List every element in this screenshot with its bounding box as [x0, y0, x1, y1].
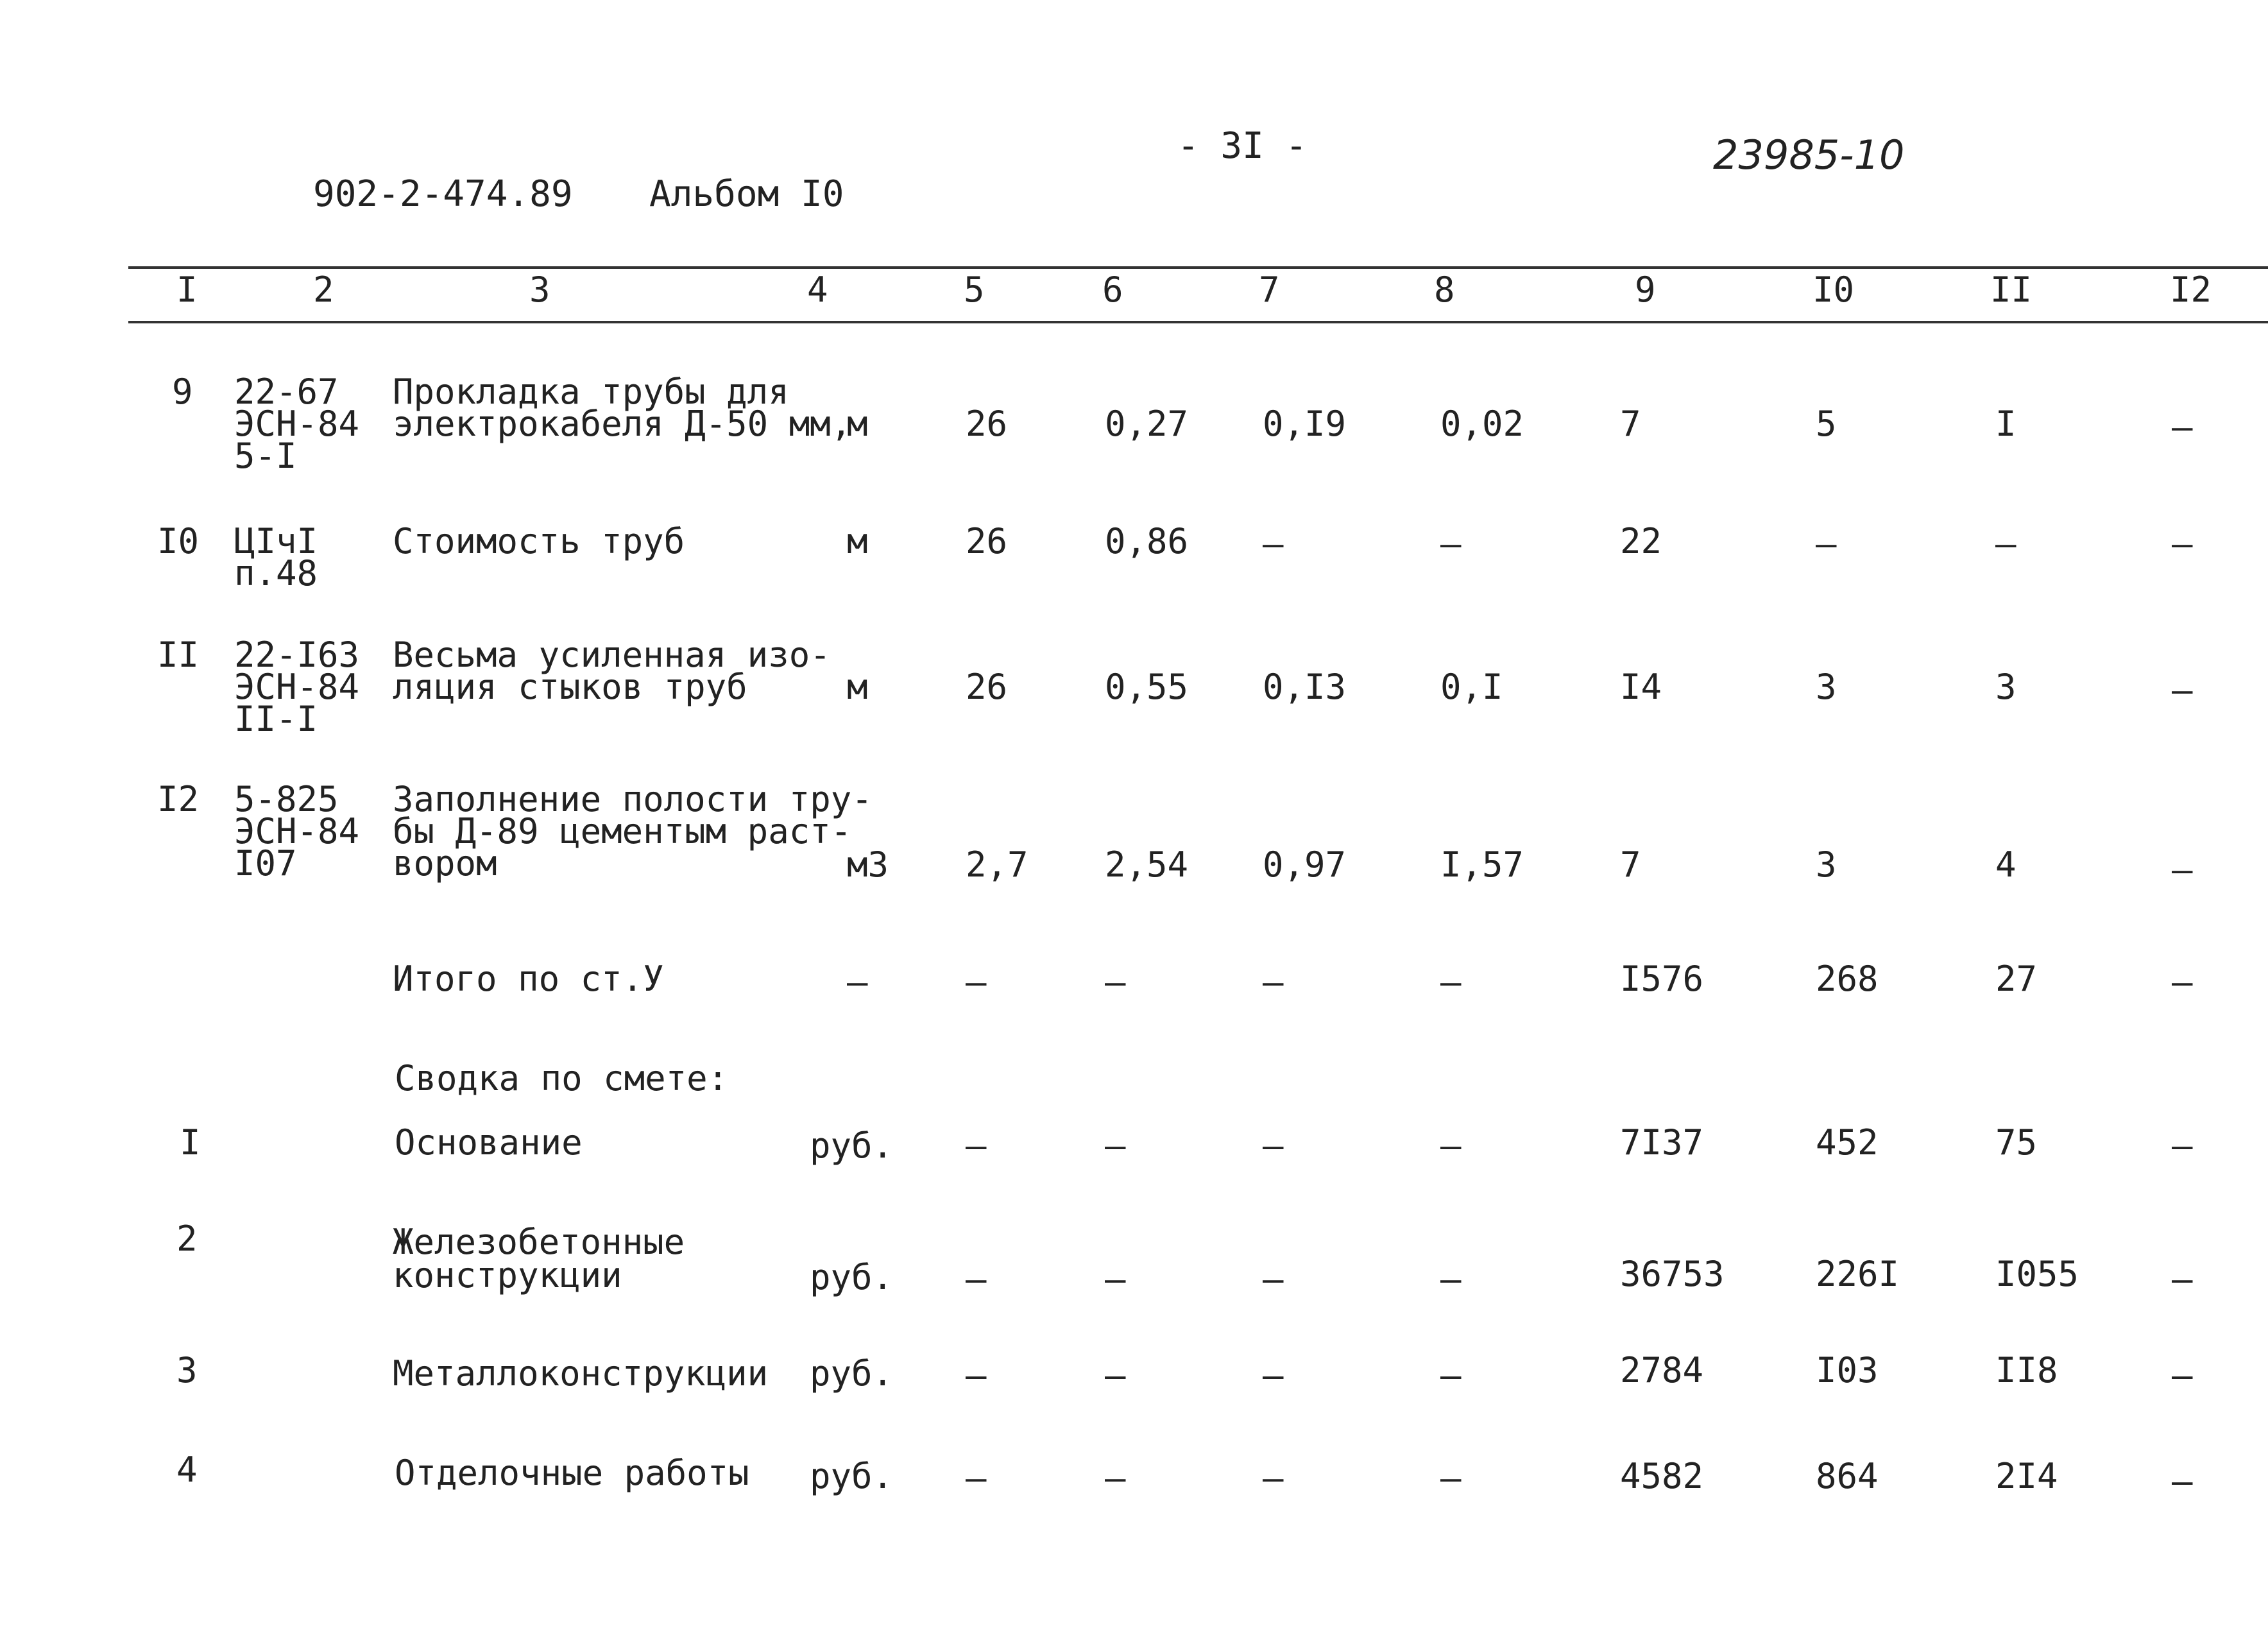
- row-number: 2: [176, 1218, 198, 1259]
- col-num: 5: [964, 269, 985, 310]
- cell-6: 0,86: [1105, 521, 1189, 561]
- work-name: Металлоконструкции: [393, 1353, 769, 1394]
- col-num: 8: [1434, 269, 1455, 310]
- col-num: 9: [1635, 269, 1656, 310]
- cell-7: –: [1263, 962, 1284, 1002]
- cell-9: 4582: [1620, 1456, 1704, 1496]
- cell-6: –: [1105, 1259, 1126, 1299]
- cell-8: –: [1440, 1259, 1462, 1299]
- work-name: конструкции: [393, 1255, 622, 1295]
- col-num: I: [176, 269, 198, 310]
- norm-code: ЦIчI: [234, 521, 318, 561]
- cell-7: 0,I9: [1263, 404, 1347, 444]
- quantity: 2,7: [966, 844, 1028, 885]
- col-num: I0: [1812, 269, 1855, 310]
- cell-12: –: [2172, 407, 2193, 447]
- row-number: II: [157, 635, 200, 675]
- work-name: Железобетонные: [393, 1222, 685, 1262]
- col-num: II: [1990, 269, 2033, 310]
- work-name: Стоимость труб: [393, 521, 685, 561]
- table-top-rule: [128, 266, 2268, 269]
- unit: –: [847, 962, 868, 1002]
- cell-9: I576: [1620, 959, 1704, 999]
- norm-code: ЭСН-84: [234, 811, 360, 851]
- norm-code: II-I: [234, 699, 318, 739]
- col-num: 3: [529, 269, 550, 310]
- cell-10: 3: [1816, 844, 1837, 885]
- work-name: Весьма усиленная изо-: [393, 635, 831, 675]
- unit: руб.: [810, 1456, 894, 1496]
- row-number: 4: [176, 1449, 198, 1490]
- cell-9: 7: [1620, 844, 1641, 885]
- norm-code: 22-67: [234, 372, 339, 412]
- quantity: –: [966, 1458, 987, 1498]
- cell-9: 7: [1620, 404, 1641, 444]
- norm-code: 22-I63: [234, 635, 360, 675]
- cell-6: 2,54: [1105, 844, 1189, 885]
- cell-7: –: [1263, 524, 1284, 564]
- unit: м: [847, 667, 868, 707]
- row-number: I0: [157, 521, 200, 561]
- cell-11: 4: [1995, 844, 2016, 885]
- unit: руб.: [810, 1125, 894, 1166]
- cell-9: 7I37: [1620, 1122, 1704, 1163]
- quantity: 26: [966, 404, 1008, 444]
- cell-9: 2784: [1620, 1350, 1704, 1390]
- cell-6: 0,27: [1105, 404, 1189, 444]
- cell-11: 27: [1995, 959, 2038, 999]
- cell-9: I4: [1620, 667, 1662, 707]
- quantity: –: [966, 1125, 987, 1166]
- cell-6: –: [1105, 1125, 1126, 1166]
- norm-code: п.48: [234, 553, 318, 594]
- work-name: Отделочные работы: [395, 1453, 749, 1493]
- cell-9: 36753: [1620, 1254, 1725, 1294]
- unit: м3: [847, 844, 889, 885]
- cell-10: 226I: [1816, 1254, 1900, 1294]
- unit: м: [847, 521, 868, 561]
- row-number: 3: [176, 1350, 198, 1390]
- work-name: бы Д-89 цементым раст-: [393, 811, 852, 851]
- cell-12: –: [2172, 1355, 2193, 1396]
- cell-8: –: [1440, 1355, 1462, 1396]
- row-number: I: [180, 1122, 201, 1163]
- cell-11: I: [1995, 404, 2016, 444]
- work-name: ляция стыков труб: [393, 667, 747, 707]
- cell-12: –: [2172, 850, 2193, 890]
- cell-12: –: [2172, 670, 2193, 710]
- cell-7: 0,97: [1263, 844, 1347, 885]
- cell-7: 0,I3: [1263, 667, 1347, 707]
- cell-10: 268: [1816, 959, 1879, 999]
- cell-12: –: [2172, 962, 2193, 1002]
- cell-8: –: [1440, 1125, 1462, 1166]
- col-num: 2: [313, 269, 334, 310]
- cell-8: –: [1440, 524, 1462, 564]
- unit: руб.: [810, 1353, 894, 1394]
- cell-11: 3: [1995, 667, 2016, 707]
- col-num: 4: [807, 269, 828, 310]
- quantity: 26: [966, 521, 1008, 561]
- album-label: Альбом I0: [649, 173, 844, 215]
- work-name: Прокладка трубы для: [393, 372, 789, 412]
- quantity: 26: [966, 667, 1008, 707]
- doc-code: 902-2-474.89: [313, 173, 573, 215]
- cell-8: 0,I: [1440, 667, 1503, 707]
- row-number: 9: [172, 372, 193, 412]
- col-num: 7: [1259, 269, 1280, 310]
- cell-8: 0,02: [1440, 404, 1524, 444]
- cell-11: 75: [1995, 1122, 2038, 1163]
- cell-11: I055: [1995, 1254, 2079, 1294]
- norm-code: ЭСН-84: [234, 404, 360, 444]
- work-name: электрокабеля Д-50 мм,: [393, 404, 852, 444]
- quantity: –: [966, 1259, 987, 1299]
- norm-code: ЭСН-84: [234, 667, 360, 707]
- cell-12: –: [2172, 524, 2193, 564]
- cell-9: 22: [1620, 521, 1662, 561]
- total-label: Итого по ст.У: [393, 959, 664, 999]
- quantity: –: [966, 962, 987, 1002]
- cell-7: –: [1263, 1355, 1284, 1396]
- summary-title: Сводка по смете:: [395, 1058, 729, 1099]
- cell-10: –: [1816, 524, 1837, 564]
- cell-10: 3: [1816, 667, 1837, 707]
- cell-11: 2I4: [1995, 1456, 2058, 1496]
- work-name: Основание: [395, 1122, 583, 1163]
- cell-10: 864: [1816, 1456, 1879, 1496]
- norm-code: 5-I: [234, 436, 297, 476]
- cell-7: –: [1263, 1125, 1284, 1166]
- cell-10: 452: [1816, 1122, 1879, 1163]
- cell-6: –: [1105, 1355, 1126, 1396]
- cell-6: 0,55: [1105, 667, 1189, 707]
- cell-7: –: [1263, 1259, 1284, 1299]
- unit: руб.: [810, 1257, 894, 1297]
- cell-8: –: [1440, 1458, 1462, 1498]
- cell-8: –: [1440, 962, 1462, 1002]
- norm-code: I07: [234, 843, 297, 884]
- page-number: - 3I -: [1177, 125, 1308, 167]
- quantity: –: [966, 1355, 987, 1396]
- row-number: I2: [157, 779, 200, 819]
- cell-6: –: [1105, 962, 1126, 1002]
- cell-8: I,57: [1440, 844, 1524, 885]
- cell-12: –: [2172, 1259, 2193, 1299]
- work-name: Заполнение полости тру-: [393, 779, 873, 819]
- cell-10: 5: [1816, 404, 1837, 444]
- archive-stamp: 23985-10: [1713, 132, 1905, 178]
- table-header-rule: [128, 321, 2268, 323]
- cell-11: –: [1995, 524, 2016, 564]
- cell-6: –: [1105, 1458, 1126, 1498]
- col-num: 6: [1102, 269, 1123, 310]
- work-name: вором: [393, 843, 497, 884]
- cell-10: I03: [1816, 1350, 1879, 1390]
- cell-7: –: [1263, 1458, 1284, 1498]
- col-num: I2: [2170, 269, 2212, 310]
- cell-11: II8: [1995, 1350, 2058, 1390]
- cell-12: –: [2172, 1125, 2193, 1166]
- norm-code: 5-825: [234, 779, 339, 819]
- cell-12: –: [2172, 1461, 2193, 1501]
- unit: м: [847, 404, 868, 444]
